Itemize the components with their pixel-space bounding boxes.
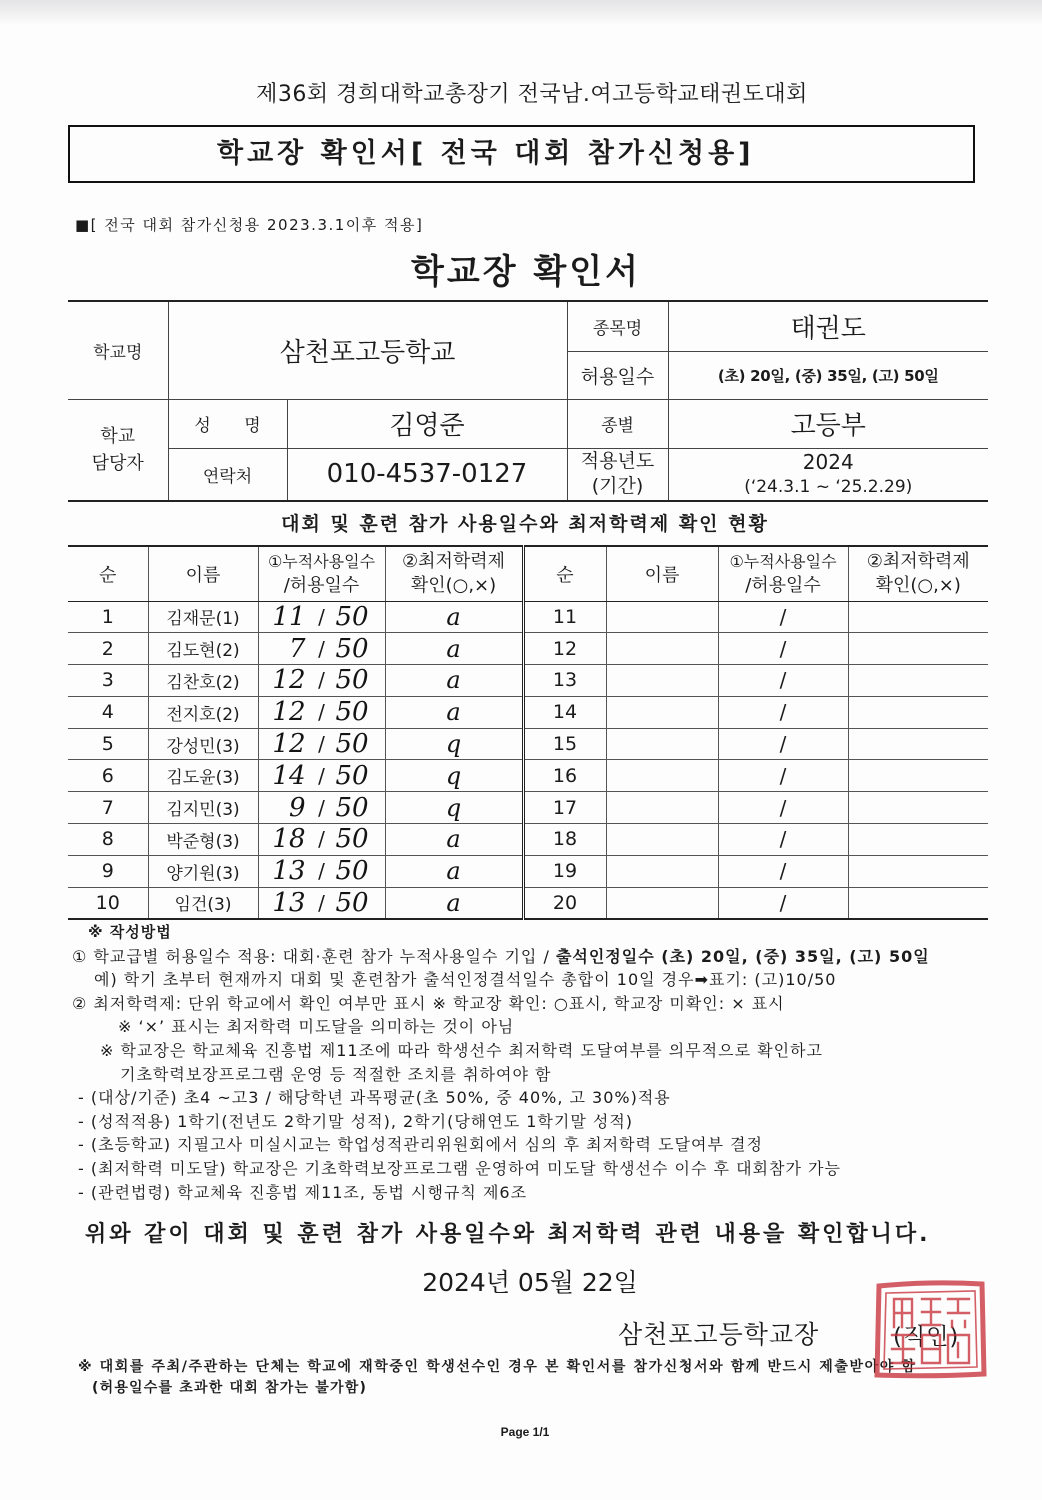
instruction-allowed-days-bold: 출석인정일수 (초) 20일, (중) 35일, (고) 50일 — [555, 946, 930, 966]
left-min-level-check — [385, 760, 523, 792]
days-separator: / — [779, 668, 787, 693]
left-days-used-allowed — [258, 728, 385, 760]
applicability-note: ■[ 전국 대회 참가신청용 2023.3.1이후 적용] — [75, 216, 424, 234]
division-label: 종별 — [567, 399, 668, 448]
right-days-used-allowed — [718, 760, 848, 792]
days-fraction — [719, 637, 848, 661]
header-days-left — [258, 546, 385, 601]
left-student-name: 김재문(1) — [148, 601, 258, 633]
days-fraction — [259, 792, 385, 823]
left-row-number: 10 — [68, 887, 148, 919]
days-fraction — [259, 824, 385, 855]
days-used-handwritten: 12 — [272, 729, 306, 760]
contact-value: 010-4537-0127 — [287, 448, 567, 501]
days-used-handwritten: 7 — [288, 633, 306, 664]
left-days-used-allowed — [258, 855, 385, 887]
official-seal — [872, 1277, 990, 1381]
document-title: 학교장 확인서 — [411, 252, 641, 292]
min-level-check-handwritten: a — [446, 825, 461, 854]
right-days-used-allowed — [718, 824, 848, 856]
right-min-level-check — [848, 760, 988, 792]
header-no-right: 순 — [523, 546, 606, 601]
days-fraction — [259, 633, 385, 664]
school-name-label: 학교명 — [68, 301, 168, 399]
instructions-heading-line — [88, 920, 1042, 945]
days-allowed-handwritten: 50 — [335, 729, 369, 760]
left-student-name: 박준형(3) — [148, 824, 258, 856]
status-row — [68, 792, 988, 824]
instruction-below-min: - (최저학력 미도달) 학교장은 기초학력보장프로그램 운영하여 미도달 학생선수 이수 후 대회참가 가능 — [78, 1158, 841, 1178]
header-days-line1: ①누적사용일수 — [267, 551, 376, 571]
scan-edge-shading — [0, 0, 1042, 26]
right-row-number: 16 — [523, 760, 606, 792]
right-days-used-allowed — [718, 792, 848, 824]
right-row-number: 18 — [523, 824, 606, 856]
right-student-name — [606, 696, 718, 728]
header-no-left: 순 — [68, 546, 148, 601]
school-staff-label-line1: 학교 — [100, 425, 136, 447]
right-days-used-allowed — [718, 601, 848, 633]
header-check-left — [385, 546, 523, 601]
school-staff-label-line2: 담당자 — [91, 452, 144, 474]
days-separator: / — [779, 763, 787, 788]
min-level-check-handwritten: a — [446, 698, 461, 727]
info-row — [68, 301, 988, 351]
days-fraction — [719, 732, 848, 756]
header-check-line1: ②최저학력제 — [866, 550, 970, 572]
days-separator: / — [779, 890, 787, 915]
left-days-used-allowed — [258, 696, 385, 728]
school-staff-label — [68, 399, 168, 501]
days-fraction — [719, 764, 848, 788]
days-separator: / — [779, 700, 787, 725]
staff-name-label: 성 명 — [168, 399, 287, 448]
days-separator: / — [318, 604, 325, 629]
status-row — [68, 760, 988, 792]
days-fraction — [719, 796, 848, 820]
principal-signatory: 삼천포고등학교장 — [618, 1320, 820, 1349]
left-min-level-check — [385, 855, 523, 887]
instruction-example: 예) 학기 초부터 현재까지 대회 및 훈련참가 출석인정결석일수 총합이 10일 경우➡표기: (고)10/50 — [94, 970, 837, 990]
days-separator: / — [318, 636, 325, 661]
days-fraction — [259, 887, 385, 918]
right-student-name — [606, 760, 718, 792]
status-row — [68, 696, 988, 728]
left-row-number: 1 — [68, 601, 148, 633]
left-student-name: 전지호(2) — [148, 696, 258, 728]
left-row-number: 6 — [68, 760, 148, 792]
right-row-number: 20 — [523, 887, 606, 919]
days-allowed-handwritten: 50 — [335, 601, 369, 632]
header-days-line2: /허용일수 — [283, 574, 360, 596]
days-allowed-handwritten: 50 — [335, 792, 369, 823]
left-row-number: 5 — [68, 728, 148, 760]
instruction-principal-1: ※ 학교장은 학교체육 진흥법 제11조에 따라 학생선수 최저학력 도달여부를 의무적으로 확인하고 — [100, 1040, 823, 1060]
document-box-title: 학교장 확인서[ 전국 대회 참가신청용] — [217, 138, 755, 169]
left-student-name: 양기원(3) — [148, 855, 258, 887]
days-used-handwritten: 11 — [272, 601, 306, 632]
header-days-right — [718, 546, 848, 601]
status-row — [68, 855, 988, 887]
applicable-period: (‘24.3.1 ~ ‘25.2.29) — [744, 477, 913, 498]
left-min-level-check — [385, 824, 523, 856]
days-separator: / — [318, 732, 325, 757]
days-separator: / — [779, 859, 787, 884]
applicable-year: 2024 — [802, 450, 854, 475]
days-separator: / — [779, 636, 787, 661]
right-days-used-allowed — [718, 887, 848, 919]
days-fraction — [719, 605, 848, 629]
min-level-check-handwritten: a — [446, 634, 461, 663]
right-student-name — [606, 601, 718, 633]
right-min-level-check — [848, 696, 988, 728]
left-student-name: 김찬호(2) — [148, 665, 258, 697]
days-used-handwritten: 12 — [272, 697, 306, 728]
right-min-level-check — [848, 855, 988, 887]
days-fraction — [719, 891, 848, 915]
confirmation-statement: 위와 같이 대회 및 훈련 참가 사용일수와 최저학력 관련 내용을 확인합니다. — [85, 1222, 931, 1247]
left-days-used-allowed — [258, 633, 385, 665]
days-allowed-handwritten: 50 — [335, 633, 369, 664]
days-used-handwritten: 18 — [272, 824, 306, 855]
header-check-right — [848, 546, 988, 601]
division-value: 고등부 — [668, 399, 988, 448]
status-table-body — [68, 601, 988, 919]
sport-value: 태권도 — [668, 301, 988, 351]
left-days-used-allowed — [258, 887, 385, 919]
right-min-level-check — [848, 792, 988, 824]
right-student-name — [606, 665, 718, 697]
seal-label: (직인) — [893, 1324, 960, 1350]
left-days-used-allowed — [258, 824, 385, 856]
right-min-level-check — [848, 824, 988, 856]
days-used-handwritten: 13 — [272, 887, 306, 918]
right-row-number: 19 — [523, 855, 606, 887]
allowed-days-value: (초) 20일, (중) 35일, (고) 50일 — [668, 351, 988, 399]
right-student-name — [606, 855, 718, 887]
school-info-table — [68, 300, 988, 502]
right-days-used-allowed — [718, 665, 848, 697]
right-min-level-check — [848, 887, 988, 919]
days-fraction — [259, 729, 385, 760]
min-level-check-handwritten: a — [446, 602, 461, 631]
right-min-level-check — [848, 665, 988, 697]
days-allowed-handwritten: 50 — [335, 856, 369, 887]
allowed-days-label: 허용일수 — [567, 351, 668, 399]
left-row-number: 9 — [68, 855, 148, 887]
status-row — [68, 601, 988, 633]
days-separator: / — [318, 763, 325, 788]
min-level-check-handwritten: a — [446, 666, 461, 695]
days-fraction — [259, 760, 385, 791]
right-min-level-check — [848, 633, 988, 665]
instruction-grades: - (성적적용) 1학기(전년도 2학기말 성적), 2학기(당해연도 1학기말 성적) — [78, 1111, 634, 1131]
days-fraction — [719, 827, 848, 851]
left-min-level-check — [385, 728, 523, 760]
min-level-check-handwritten: a — [446, 857, 461, 886]
issue-date: 2024년 05월 22일 — [422, 1268, 638, 1297]
header-name-right: 이름 — [606, 546, 718, 601]
left-row-number: 7 — [68, 792, 148, 824]
left-row-number: 8 — [68, 824, 148, 856]
instruction-allowed-days-text: ① 학교급별 허용일수 적용: 대회·훈련 참가 누적사용일수 기입 / — [72, 946, 556, 966]
footer-note: ※ 대회를 주최/주관하는 단체는 학교에 재학중인 학생선수인 경우 본 확인서를 참가신청서와 함께 반드시 제출받아야 함 — [78, 1359, 917, 1375]
instruction-principal-2: 기초학력보장프로그램 운영 등 적절한 조치를 취하여야 함 — [120, 1064, 552, 1084]
left-min-level-check — [385, 633, 523, 665]
right-row-number: 12 — [523, 633, 606, 665]
right-min-level-check — [848, 728, 988, 760]
instruction-allowed-days — [72, 945, 1042, 969]
right-student-name — [606, 633, 718, 665]
header-days-line2: /허용일수 — [745, 574, 821, 596]
right-days-used-allowed — [718, 728, 848, 760]
days-separator: / — [779, 604, 787, 629]
min-level-check-handwritten: q — [445, 761, 462, 790]
right-row-number: 17 — [523, 792, 606, 824]
status-row — [68, 824, 988, 856]
document-title-box — [68, 125, 975, 183]
header-check-line2: 확인(○,×) — [875, 574, 961, 596]
right-row-number: 15 — [523, 728, 606, 760]
instruction-law: - (관련법령) 학교체육 진흥법 제11조, 동법 시행규칙 제6조 — [78, 1182, 528, 1202]
status-row — [68, 887, 988, 919]
header-check-line2: 확인(○,×) — [410, 574, 497, 596]
left-student-name: 임건(3) — [148, 887, 258, 919]
header-name-left: 이름 — [148, 546, 258, 601]
days-used-handwritten: 12 — [272, 665, 306, 696]
days-allowed-handwritten: 50 — [335, 887, 369, 918]
right-row-number: 14 — [523, 696, 606, 728]
left-row-number: 3 — [68, 665, 148, 697]
left-student-name: 강성민(3) — [148, 728, 258, 760]
event-title: 제36회 경희대학교총장기 전국남.여고등학교태권도대회 — [256, 82, 808, 107]
right-days-used-allowed — [718, 633, 848, 665]
staff-name-value: 김영준 — [287, 399, 567, 448]
status-row — [68, 728, 988, 760]
right-student-name — [606, 792, 718, 824]
right-days-used-allowed — [718, 696, 848, 728]
days-allowed-handwritten: 50 — [335, 665, 369, 696]
header-days-line1: ①누적사용일수 — [729, 551, 837, 571]
left-student-name: 김지민(3) — [148, 792, 258, 824]
participation-status-table — [68, 545, 988, 920]
days-separator: / — [318, 827, 325, 852]
days-separator: / — [318, 859, 325, 884]
right-min-level-check — [848, 601, 988, 633]
days-used-handwritten: 9 — [288, 792, 306, 823]
applicable-year-label — [567, 448, 668, 501]
min-level-check-handwritten: q — [445, 793, 462, 822]
days-separator: / — [779, 827, 787, 852]
status-table-title: 대회 및 훈련 참가 사용일수와 최저학력제 확인 현황 — [281, 513, 769, 535]
instruction-elementary: - (초등학교) 지필고사 미실시교는 학업성적관리위원회에서 심의 후 최저학력 도달여부 결정 — [78, 1135, 763, 1155]
right-days-used-allowed — [718, 855, 848, 887]
instruction-target: - (대상/기준) 초4 ~고3 / 해당학년 과목평균(초 50%, 중 40%, 고 30%)적용 — [78, 1088, 671, 1108]
days-fraction — [259, 665, 385, 696]
applicable-year-label-line2: (기간) — [591, 475, 644, 498]
days-separator: / — [779, 795, 787, 820]
days-fraction — [719, 859, 848, 883]
days-allowed-handwritten: 50 — [335, 697, 369, 728]
min-level-check-handwritten: a — [446, 888, 461, 917]
days-used-handwritten: 13 — [272, 856, 306, 887]
instruction-min-level: ② 최저학력제: 단위 학교에서 확인 여부만 표시 ※ 학교장 확인: ○표시, 학교장 미확인: × 표시 — [72, 993, 785, 1013]
days-separator: / — [318, 890, 325, 915]
days-separator: / — [318, 700, 325, 725]
days-fraction — [259, 601, 385, 632]
days-fraction — [719, 700, 848, 724]
left-student-name: 김도윤(3) — [148, 760, 258, 792]
days-fraction — [719, 668, 848, 692]
footer-note-2: (허용일수를 초과한 대회 참가는 불가함) — [92, 1380, 368, 1396]
left-student-name: 김도현(2) — [148, 633, 258, 665]
left-min-level-check — [385, 792, 523, 824]
days-separator: / — [318, 668, 325, 693]
status-header-row — [68, 546, 988, 601]
left-row-number: 2 — [68, 633, 148, 665]
sport-label: 종목명 — [567, 301, 668, 351]
days-allowed-handwritten: 50 — [335, 824, 369, 855]
right-student-name — [606, 824, 718, 856]
left-days-used-allowed — [258, 601, 385, 633]
days-used-handwritten: 14 — [272, 760, 306, 791]
status-row — [68, 665, 988, 697]
info-row — [68, 448, 988, 501]
instruction-x-note: ※ ‘×’ 표시는 최저학력 미도달을 의미하는 것이 아님 — [118, 1017, 515, 1037]
school-name-value: 삼천포고등학교 — [168, 301, 567, 399]
right-student-name — [606, 728, 718, 760]
applicable-year-label-line1: 적용년도 — [580, 450, 655, 473]
right-row-number: 11 — [523, 601, 606, 633]
page-number: Page 1/1 — [500, 1425, 550, 1439]
status-row — [68, 633, 988, 665]
left-days-used-allowed — [258, 792, 385, 824]
days-separator: / — [779, 732, 787, 757]
instructions-heading: ※ 작성방법 — [88, 923, 172, 941]
info-row — [68, 399, 988, 448]
applicable-year-value — [668, 448, 988, 501]
days-fraction — [259, 697, 385, 728]
left-days-used-allowed — [258, 760, 385, 792]
left-min-level-check — [385, 696, 523, 728]
days-allowed-handwritten: 50 — [335, 760, 369, 791]
left-days-used-allowed — [258, 665, 385, 697]
left-row-number: 4 — [68, 696, 148, 728]
min-level-check-handwritten: q — [445, 730, 462, 759]
contact-label: 연락처 — [168, 448, 287, 501]
left-min-level-check — [385, 601, 523, 633]
left-min-level-check — [385, 887, 523, 919]
left-min-level-check — [385, 665, 523, 697]
instructions-section — [0, 920, 1042, 1204]
days-separator: / — [318, 795, 325, 820]
days-fraction — [259, 856, 385, 887]
right-student-name — [606, 887, 718, 919]
right-row-number: 13 — [523, 665, 606, 697]
header-check-line1: ②최저학력제 — [401, 550, 506, 572]
